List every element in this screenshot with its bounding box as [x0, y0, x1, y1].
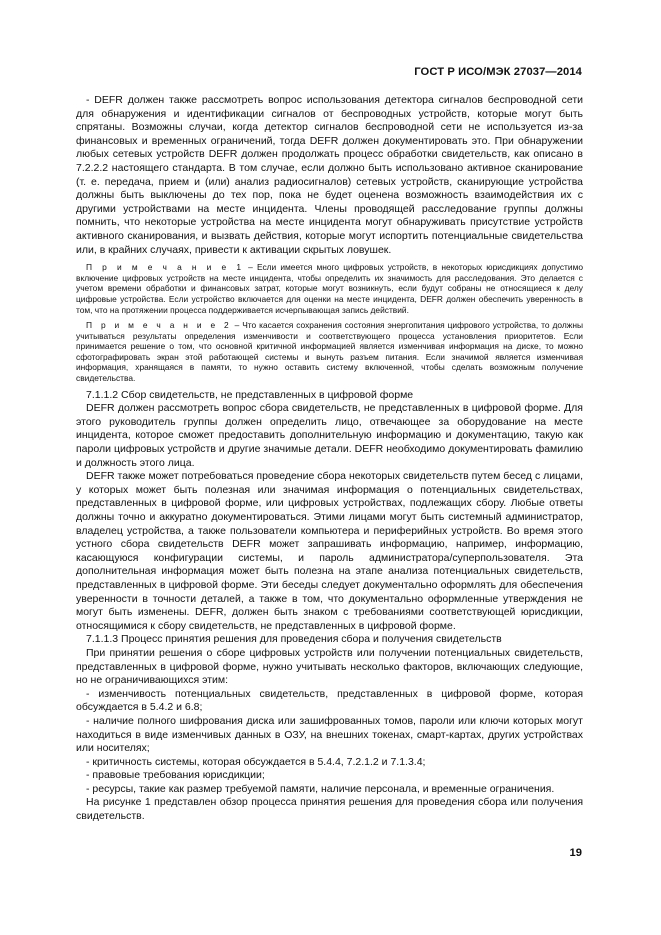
section-7-1-1-3-title: 7.1.1.3 Процесс принятия решения для проведения сбора и получения свидетельств: [86, 633, 502, 646]
note-1-prefix: П р и м е ч а н и е 1: [86, 262, 244, 273]
note-1: [76, 262, 583, 315]
paragraph-wireless-detector: - DEFR должен также рассмотреть вопрос использования детектора сигналов беспроводной сети для обнаружения и идентификации сигналов от беспроводных устройств, которые могут быть спрятаны. Возможны случаи, когда детектор сигналов беспроводной сети не используется из-за финансовых и временных ограничений, тогда DEFR должен документировать это. При обнаружении любых сетевых устройств DEFR должен продолжать процесс обработки свидетельств, как описано в 7.2.2.2 настоящего стандарта. В том случае, если должно быть использовано активное сканирование (т. е. передача, прием и (или) анализ радиосигналов) сетевых устройств, сканирующие устройства должны быть выключены до тех пор, пока не будет оценена возможность взаимодействия их с другими устройствами на месте инцидента. Члены проводящей расследование группы должны помнить, что некоторые устройства на месте инцидента могут обнаруживать присутствие устройств активного сканирования, и вызвать действия, которые могут испортить потенциальные свидетельства или, в крайних случаях, привести к активации скрытых ловушек.: [76, 94, 583, 256]
paragraph-interviews: DEFR также может потребоваться проведение сбора некоторых свидетельств путем бесед с лицами, у которых может быть полезная или значимая информация о потенциальных свидетельствах, представленных в цифровой форме, или цифровых устройствах, подлежащих сбору. Любые ответы должны точно и аккуратно документироваться. Этими лицами могут быть системный администратор, владелец устройства, а также пользователи компьютера и периферийных устройств. Во время этого устного сбора свидетельств DEFR может запрашивать информацию, например, информацию, касающуюся конфигурации системы, и пароль администратора/суперпользователя. Эта дополнительная информация может быть полезна на этапе анализа потенциальных свидетельств, представленных в цифровой форме. Эти беседы следует документально оформлять для обеспечения уверенности в точности деталей, а также в том, что документально оформленные утверждения не могут быть изменены. DEFR, должен быть знаком с требованиями соответствующей юрисдикции, относящимися к сбору свидетельств, не представленных в цифровой форме.: [76, 470, 583, 632]
list-item-legal: - правовые требования юрисдикции;: [86, 769, 265, 782]
page-number: 19: [569, 847, 582, 859]
note-2: [76, 320, 583, 384]
list-item-volatility: - изменчивость потенциальных свидетельств, представленных в цифровой форме, которая обсуждается в 5.4.2 и 6.8;: [76, 687, 583, 714]
list-item-resources: - ресурсы, такие как размер требуемой памяти, наличие персонала, и временные ограничения.: [86, 782, 555, 795]
paragraph-decision-factors: При принятии решения о сборе цифровых устройств или получении потенциальных свидетельств, представленных в цифровой форме, нужно учитывать несколько факторов, включающих следующие, но не ограничивающихся этим:: [76, 646, 583, 687]
section-7-1-1-2-title: 7.1.1.2 Сбор свидетельств, не представленных в цифровой форме: [86, 388, 414, 401]
note-2-text: – Что касается сохранения состояния энергопитания цифрового устройства, то должны учитываться результаты определения изменчивости и соответствующего процесса установления приоритетов. Если принимается решение о том, что основной критичной информацией является изменчивая информация на диске, то можно сфотографировать экран этой работающей системы и вынуть разъем питания. Если значимой является изменчивая информация, хранящаяся в памяти, то нужно оставить систему включенной, чтобы сделать возможным получение свидетельства.: [76, 320, 583, 384]
list-item-criticality: - критичность системы, которая обсуждается в 5.4.4, 7.2.1.2 и 7.1.3.4;: [86, 755, 426, 768]
standard-header: ГОСТ Р ИСО/МЭК 27037—2014: [414, 66, 582, 78]
paragraph-figure-reference: На рисунке 1 представлен обзор процесса принятия решения для проведения сбора или получения свидетельств.: [76, 796, 583, 823]
note-1-text: – Если имеется много цифровых устройств, в некоторых юрисдикциях допустимо включение цифровых устройств на месте инцидента, чтобы определить их значимость для расследования. Это делается с учетом времени обработки и финансовых затрат, которые могут возникнуть, если будут собраны не относящиеся к делу цифровые устройства. Если устройство включается для оценки на месте инцидента, DEFR должен обеспечить уверенность в том, что на протяжении процесса поддерживается исчерпывающая запись действий.: [76, 262, 583, 315]
list-item-encryption: - наличие полного шифрования диска или зашифрованных томов, пароли или ключи которых могут находиться в виде изменчивых данных в ОЗУ, на внешних токенах, смарт-картах, других устройствах или носителях;: [76, 714, 583, 755]
note-2-prefix: П р и м е ч а н и е 2: [86, 320, 232, 331]
paragraph-non-digital-collection: DEFR должен рассмотреть вопрос сбора свидетельств, не представленных в цифровой форме. Для этого руководитель группы должен определить лицо, отвечающее за оборудование на месте инцидента, которое сможет предоставить дополнительную информацию и документацию, такую как пароли цифровых устройств и другие значимые детали. DEFR необходимо документировать фамилию и должность этого лица.: [76, 402, 583, 469]
document-body: [76, 94, 583, 824]
